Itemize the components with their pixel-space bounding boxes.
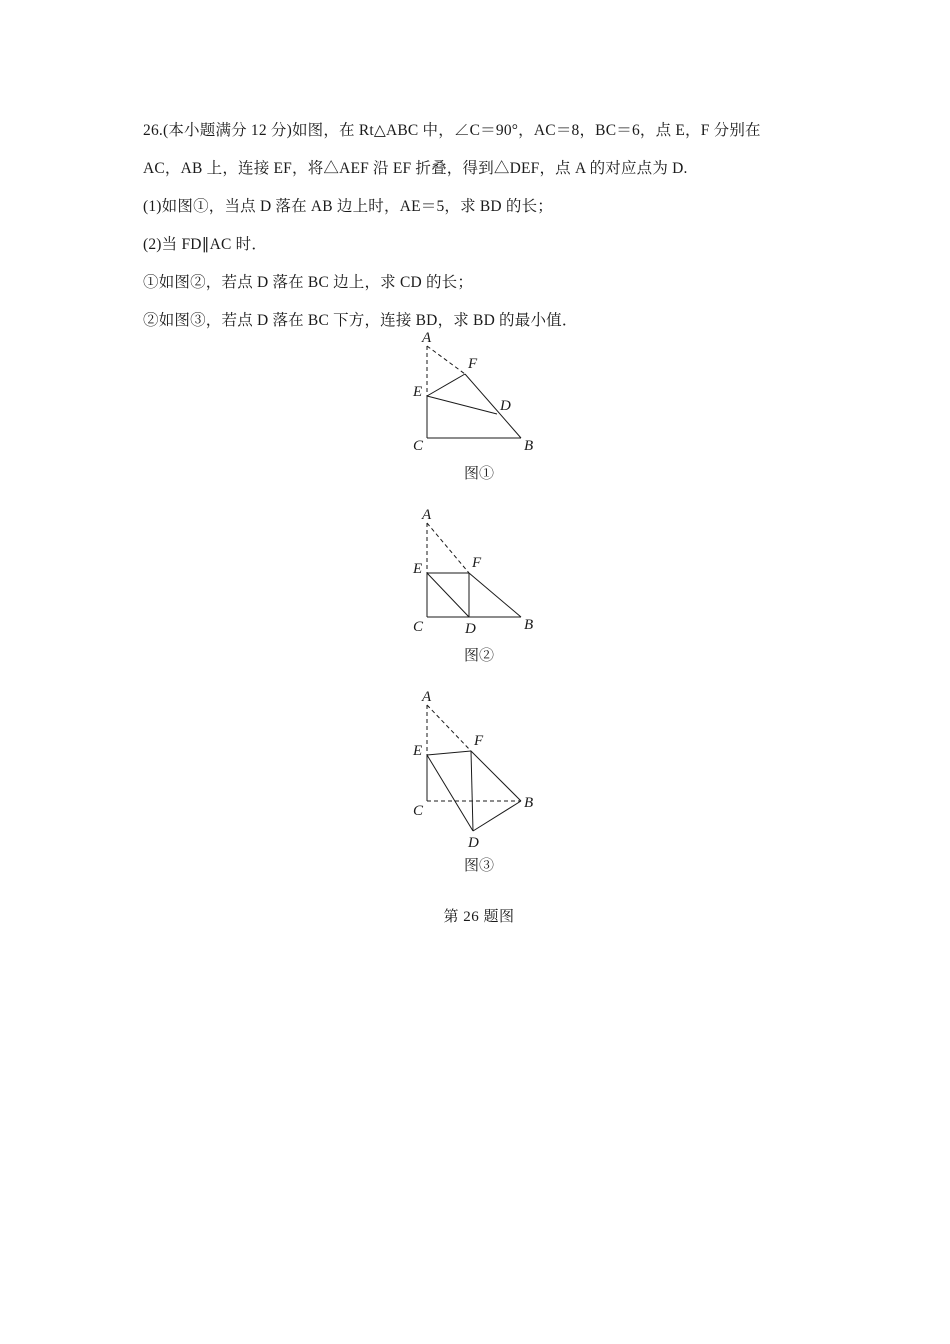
problem-part-2: (2)当 FD∥AC 时．: [143, 236, 268, 253]
figure-3-label-C: C: [413, 803, 424, 819]
figure-group-caption: 第 26 题图: [443, 909, 515, 925]
problem-part-2-sub-1: ①如图②，若点 D 落在 BC 边上，求 CD 的长；: [143, 274, 474, 291]
figure-2-drawing: [369, 507, 589, 642]
figure-3-label-B: B: [524, 795, 534, 811]
figure-3-label-D: D: [468, 835, 479, 851]
figure-3-label-E: E: [413, 743, 423, 759]
figure-2-label-E: E: [413, 561, 423, 577]
figure-3-label-A: A: [422, 689, 432, 705]
problem-part-1: (1)如图①，当点 D 落在 AB 边上时，AE＝5，求 BD 的长；: [143, 198, 553, 215]
problem-text-block: [143, 112, 815, 340]
figure-1: [143, 330, 815, 483]
figure-1-label-F: F: [468, 356, 478, 372]
figure-1-label-B: B: [524, 438, 534, 454]
figure-2: [143, 507, 815, 665]
figure-group: [143, 330, 815, 926]
figure-2-label-B: B: [524, 617, 534, 633]
problem-stem-line-2: AC，AB 上，连接 EF，将△AEF 沿 EF 折叠，得到△DEF，点 A 的对应点为 D.: [143, 160, 688, 177]
figure-1-label-D: D: [500, 398, 511, 414]
figure-1-label-C: C: [413, 438, 424, 454]
figure-2-label-F: F: [472, 555, 482, 571]
figure-2-caption: 图②: [463, 648, 494, 664]
figure-3-label-F: F: [474, 733, 484, 749]
figure-2-label-D: D: [465, 621, 476, 637]
figure-3-drawing: [369, 689, 589, 854]
figure-2-label-C: C: [413, 619, 424, 635]
problem-part-2-sub-2: ②如图③，若点 D 落在 BC 下方，连接 BD，求 BD 的最小值．: [143, 312, 578, 329]
figure-1-caption: 图①: [463, 466, 494, 482]
figure-1-drawing: [369, 330, 589, 460]
problem-number: 26.: [143, 122, 163, 139]
figure-2-label-A: A: [422, 507, 432, 523]
problem-stem-text-1: (本小题满分 12 分)如图，在 Rt△ABC 中，∠C＝90°，AC＝8，BC＝6，点 E，F 分别在: [162, 122, 761, 139]
figure-1-label-E: E: [413, 384, 423, 400]
figure-3-caption: 图③: [463, 858, 494, 874]
figure-1-label-A: A: [422, 330, 432, 346]
figure-3: [143, 689, 815, 875]
problem-stem-line-1: [143, 112, 815, 150]
